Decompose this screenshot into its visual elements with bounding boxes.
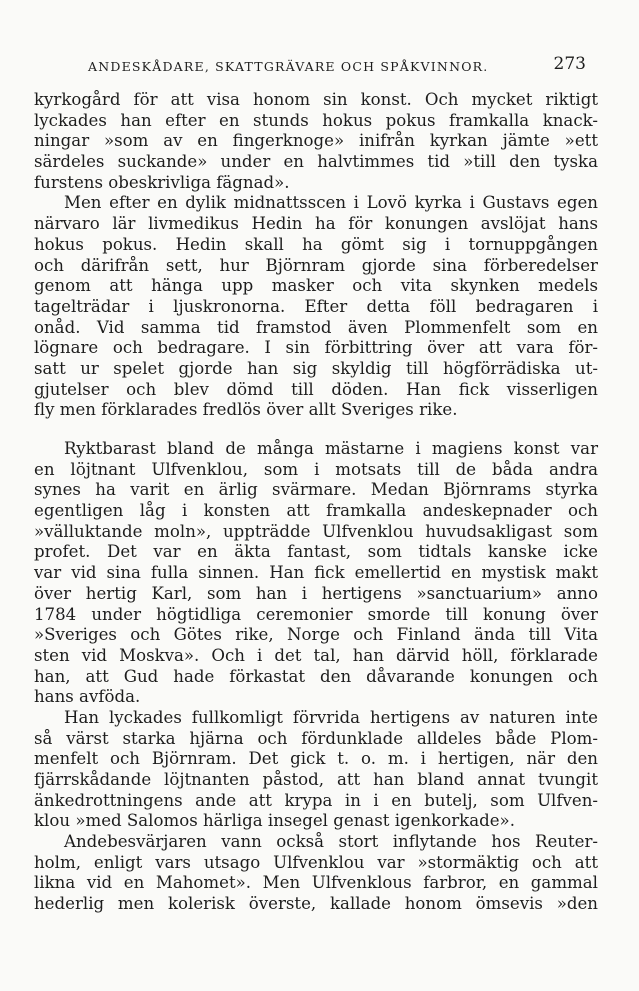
text-line: menfelt och Björnram. Det gick t. o. m. i hertigen, när den [34, 749, 598, 769]
text-line: »Sveriges och Götes rike, Norge och Finland ända till Vita [34, 625, 598, 645]
text-line: »välluktande moln», uppträdde Ulfvenklou huvudsakligast som [34, 521, 598, 541]
text-line: satt ur spelet gjorde han sig skyldig till högförrädiska ut- [34, 358, 598, 378]
text-line: en löjtnant Ulfvenklou, som i motsats till de båda andra [34, 459, 598, 479]
text-line: Ryktbarast bland de många mästarne i magiens konst var [64, 439, 598, 458]
text-line: egentligen låg i konsten att framkalla andeskepnader och [34, 501, 598, 521]
text-line: Men efter en dylik midnattsscen i Lovö kyrka i Gustavs egen [64, 193, 598, 213]
text-line: 1784 under högtidliga ceremonier smorde till konung över [34, 604, 598, 624]
text-line: så värst starka hjärna och fördunklade alldeles både Plom- [34, 728, 598, 748]
text-line: likna vid en Mahomet». Men Ulfvenklous farbror, en gammal [34, 873, 598, 893]
text-line: närvaro lär livmedikus Hedin ha för konungen avslöjat hans [34, 214, 598, 234]
text-line: hokus pokus. Hedin skall ha gömt sig i tornuppgången [34, 234, 598, 254]
text-line: lögnare och bedragare. I sin förbittring över att vara för- [34, 338, 598, 358]
text-line: änkedrottningens ande att krypa in i en butelj, som Ulfven- [34, 790, 598, 810]
text-line: kyrkogård för att visa honom sin konst. Och mycket riktigt [34, 90, 598, 109]
text-line: genom att hänga upp masker och vita skynken medels [34, 276, 598, 296]
text-line: synes ha varit en ärlig svärmare. Medan Björnrams styrka [34, 480, 598, 500]
text-line: Andebesvärjaren vann också stort inflytande hos Reuter- [64, 832, 598, 852]
running-title: ANDESKÅDARE, SKATTGRÄVARE OCH SPÅKVINNOR. [88, 59, 489, 74]
text-line: furstens obeskrivliga fägnad». [34, 172, 290, 192]
text-line: och därifrån sett, hur Björnram gjorde sina förberedelser [34, 255, 598, 275]
text-line: holm, enligt vars utsago Ulfvenklou var »stormäktig och att [34, 852, 598, 872]
page-number: 273 [553, 54, 586, 74]
text-line: fjärrskådande löjtnanten påstod, att han bland annat tvungit [34, 770, 598, 789]
text-line: fly men förklarades fredlös över allt Sveriges rike. [34, 400, 458, 420]
text-line: lyckades han efter en stunds hokus pokus framkalla knack- [34, 110, 598, 130]
text-line: klou »med Salomos härliga insegel genast igenkorkade». [34, 811, 515, 831]
text-line: särdeles suckande» under en halvtimmes tid »till den tyska [34, 152, 598, 172]
text-line: hans avföda. [34, 687, 141, 707]
text-line: profet. Det var en äkta fantast, som tidtals kanske icke [34, 542, 598, 562]
text-line: var vid sina fulla sinnen. Han fick emellertid en mystisk makt [34, 563, 598, 583]
page-header [88, 50, 586, 74]
text-line: Han lyckades fullkomligt förvrida hertigens av naturen inte [64, 707, 598, 727]
paragraph-gap [34, 421, 598, 439]
text-line: ningar »som av en fingerknoge» inifrån kyrkan jämte »ett [34, 131, 598, 151]
body-text [34, 90, 598, 915]
text-line: hederlig men kolerisk överste, kallade honom ömsevis »den [34, 894, 598, 914]
text-line: gjutelser och blev dömd till döden. Han fick visserligen [34, 379, 598, 399]
text-line: över hertig Karl, som han i hertigens »sanctuarium» anno [34, 583, 598, 603]
text-line: onåd. Vid samma tid framstod även Plommenfelt som en [34, 317, 598, 337]
text-line: han, att Gud hade förkastat den dåvarande konungen och [34, 666, 598, 686]
text-line: tagelträdar i ljuskronorna. Efter detta föll bedragaren i [34, 296, 598, 316]
text-line: sten vid Moskva». Och i det tal, han därvid höll, förklarade [34, 645, 598, 665]
